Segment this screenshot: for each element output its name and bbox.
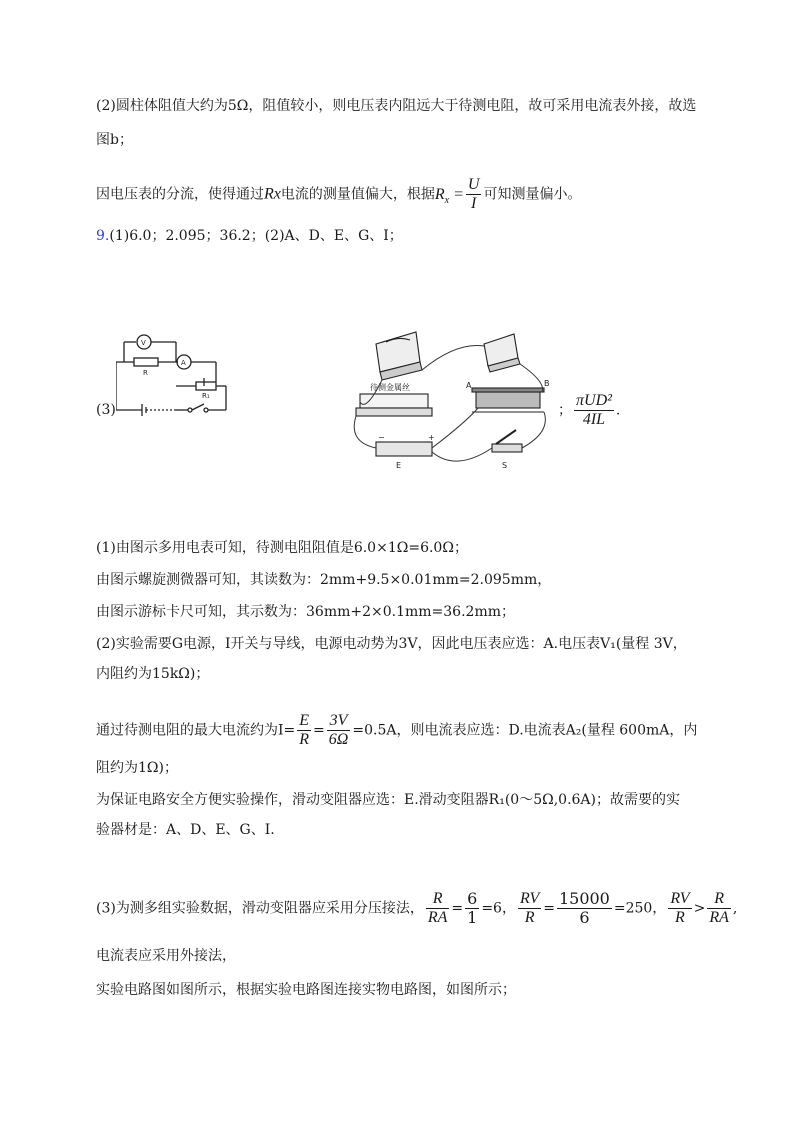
solution-line-11: 电流表应采用外接法， (96, 948, 236, 964)
minus-label: − (378, 433, 385, 442)
fraction-rv-over-r: $\frac{RV}{R}$ (519, 890, 540, 926)
circuit-diagram (116, 330, 236, 420)
point-a-label: A (466, 381, 472, 390)
fraction-6-over-1: $\frac{6}{1}$ (467, 889, 478, 927)
solution-line-5: 内阻约为15kΩ)； (96, 666, 210, 682)
comma: , (732, 900, 738, 917)
resistor-label: R (143, 369, 148, 377)
fraction-e-over-r: $\frac{E}{R}$ (299, 712, 310, 748)
para-2-line-1: (2)圆柱体阻值大约为5Ω，阻值较小，则电压表内阻远大于待测电阻，故可采用电流表外接，故选 (96, 98, 697, 114)
separator: ； (558, 402, 572, 419)
para-2-line-2: 图b； (96, 132, 133, 148)
solution-line-6 (96, 712, 697, 749)
equals-sign: = (543, 900, 555, 917)
question-9-answer (96, 226, 403, 246)
fraction-3v-over-6ohm: $\frac{3V}{6\Omega}$ (328, 712, 349, 748)
ammeter-label: A (181, 359, 186, 367)
point-b-label: B (544, 379, 550, 388)
greater-than-sign: > (693, 900, 706, 917)
resistivity-formula (558, 392, 620, 429)
part-3-label: (3) (96, 402, 116, 418)
solution-line-12: 实验电路图如图所示，根据实验电路图连接实物电路图，如图所示； (96, 982, 516, 998)
text-segment: 因电压表的分流，使得通过 (96, 186, 264, 203)
text-segment: 可知测量偏小。 (483, 186, 582, 203)
solution-line-8: 为保证电路安全方便实验操作，滑动变阻器应选：E.滑动变阻器R₁(0～5Ω,0.6A)；故需要的实 (96, 792, 680, 808)
fraction-r-over-ra: $\frac{R}{RA}$ (427, 890, 448, 926)
solution-line-1: (1)由图示多用电表可知，待测电阻阻值是6.0×1Ω=6.0Ω； (96, 540, 468, 556)
fraction-r-over-ra-2: $\frac{R}{RA}$ (709, 890, 729, 926)
text-segment: (3)为测多组实验数据，滑动变阻器应采用分压接法， (96, 900, 424, 917)
equals-sign: = (451, 900, 464, 917)
fraction-15000-over-6: $\frac{15000}{6}$ (558, 889, 610, 927)
source-label: E (396, 461, 402, 470)
text-segment: 电流的测量值偏大，根据 (280, 186, 435, 203)
solution-line-2: 由图示螺旋测微器可知，其读数为：2mm+9.5×0.01mm=2.095mm， (96, 572, 552, 588)
equals-sign: = (313, 722, 325, 739)
plus-label: + (428, 433, 435, 442)
para-2-line-3: 因电压表的分流，使得通过Rx电流的测量值偏大，根据$R_x$ = $\frac{U}{I}$ 可知测量偏小。 (96, 176, 582, 212)
text-segment: 通过待测电阻的最大电流约为I= (96, 722, 296, 739)
apparatus-figure (346, 322, 556, 472)
fraction-u-over-i: $\frac{U}{I}$ (467, 176, 480, 212)
question-number: 9. (96, 228, 110, 244)
text-segment: =0.5A，则电流表应选：D.电流表A₂(量程 600mA，内 (352, 722, 698, 739)
wire-label: 待测金属丝 (370, 383, 410, 392)
solution-line-10 (96, 890, 737, 927)
solution-line-3: 由图示游标卡尺可知，其示数为：36mm+2×0.1mm=36.2mm； (96, 604, 516, 620)
switch-label: S (502, 461, 508, 470)
value-segment: =6， (481, 900, 516, 917)
solution-line-7: 阻约为1Ω)； (96, 760, 178, 776)
fraction-rv-over-r-2: $\frac{RV}{R}$ (670, 890, 690, 926)
rx-symbol: Rx (264, 185, 281, 203)
value-segment: =250， (613, 900, 667, 917)
solution-line-4: (2)实验需要G电源，I开关与导线，电源电动势为3V，因此电压表应选：A.电压表V₁(量程 3V， (96, 636, 687, 652)
answer-text: (1)6.0；2.095；36.2；(2)A、D、E、G、I； (109, 228, 403, 244)
resistivity-fraction: $\frac{\text{πUD²}}{4IL}$ (576, 392, 612, 428)
solution-line-9: 验器材是：A、D、E、G、I. (96, 822, 275, 838)
formula-period: . (615, 402, 621, 419)
rheostat-label: R₁ (202, 392, 210, 400)
voltmeter-label: V (141, 339, 146, 347)
